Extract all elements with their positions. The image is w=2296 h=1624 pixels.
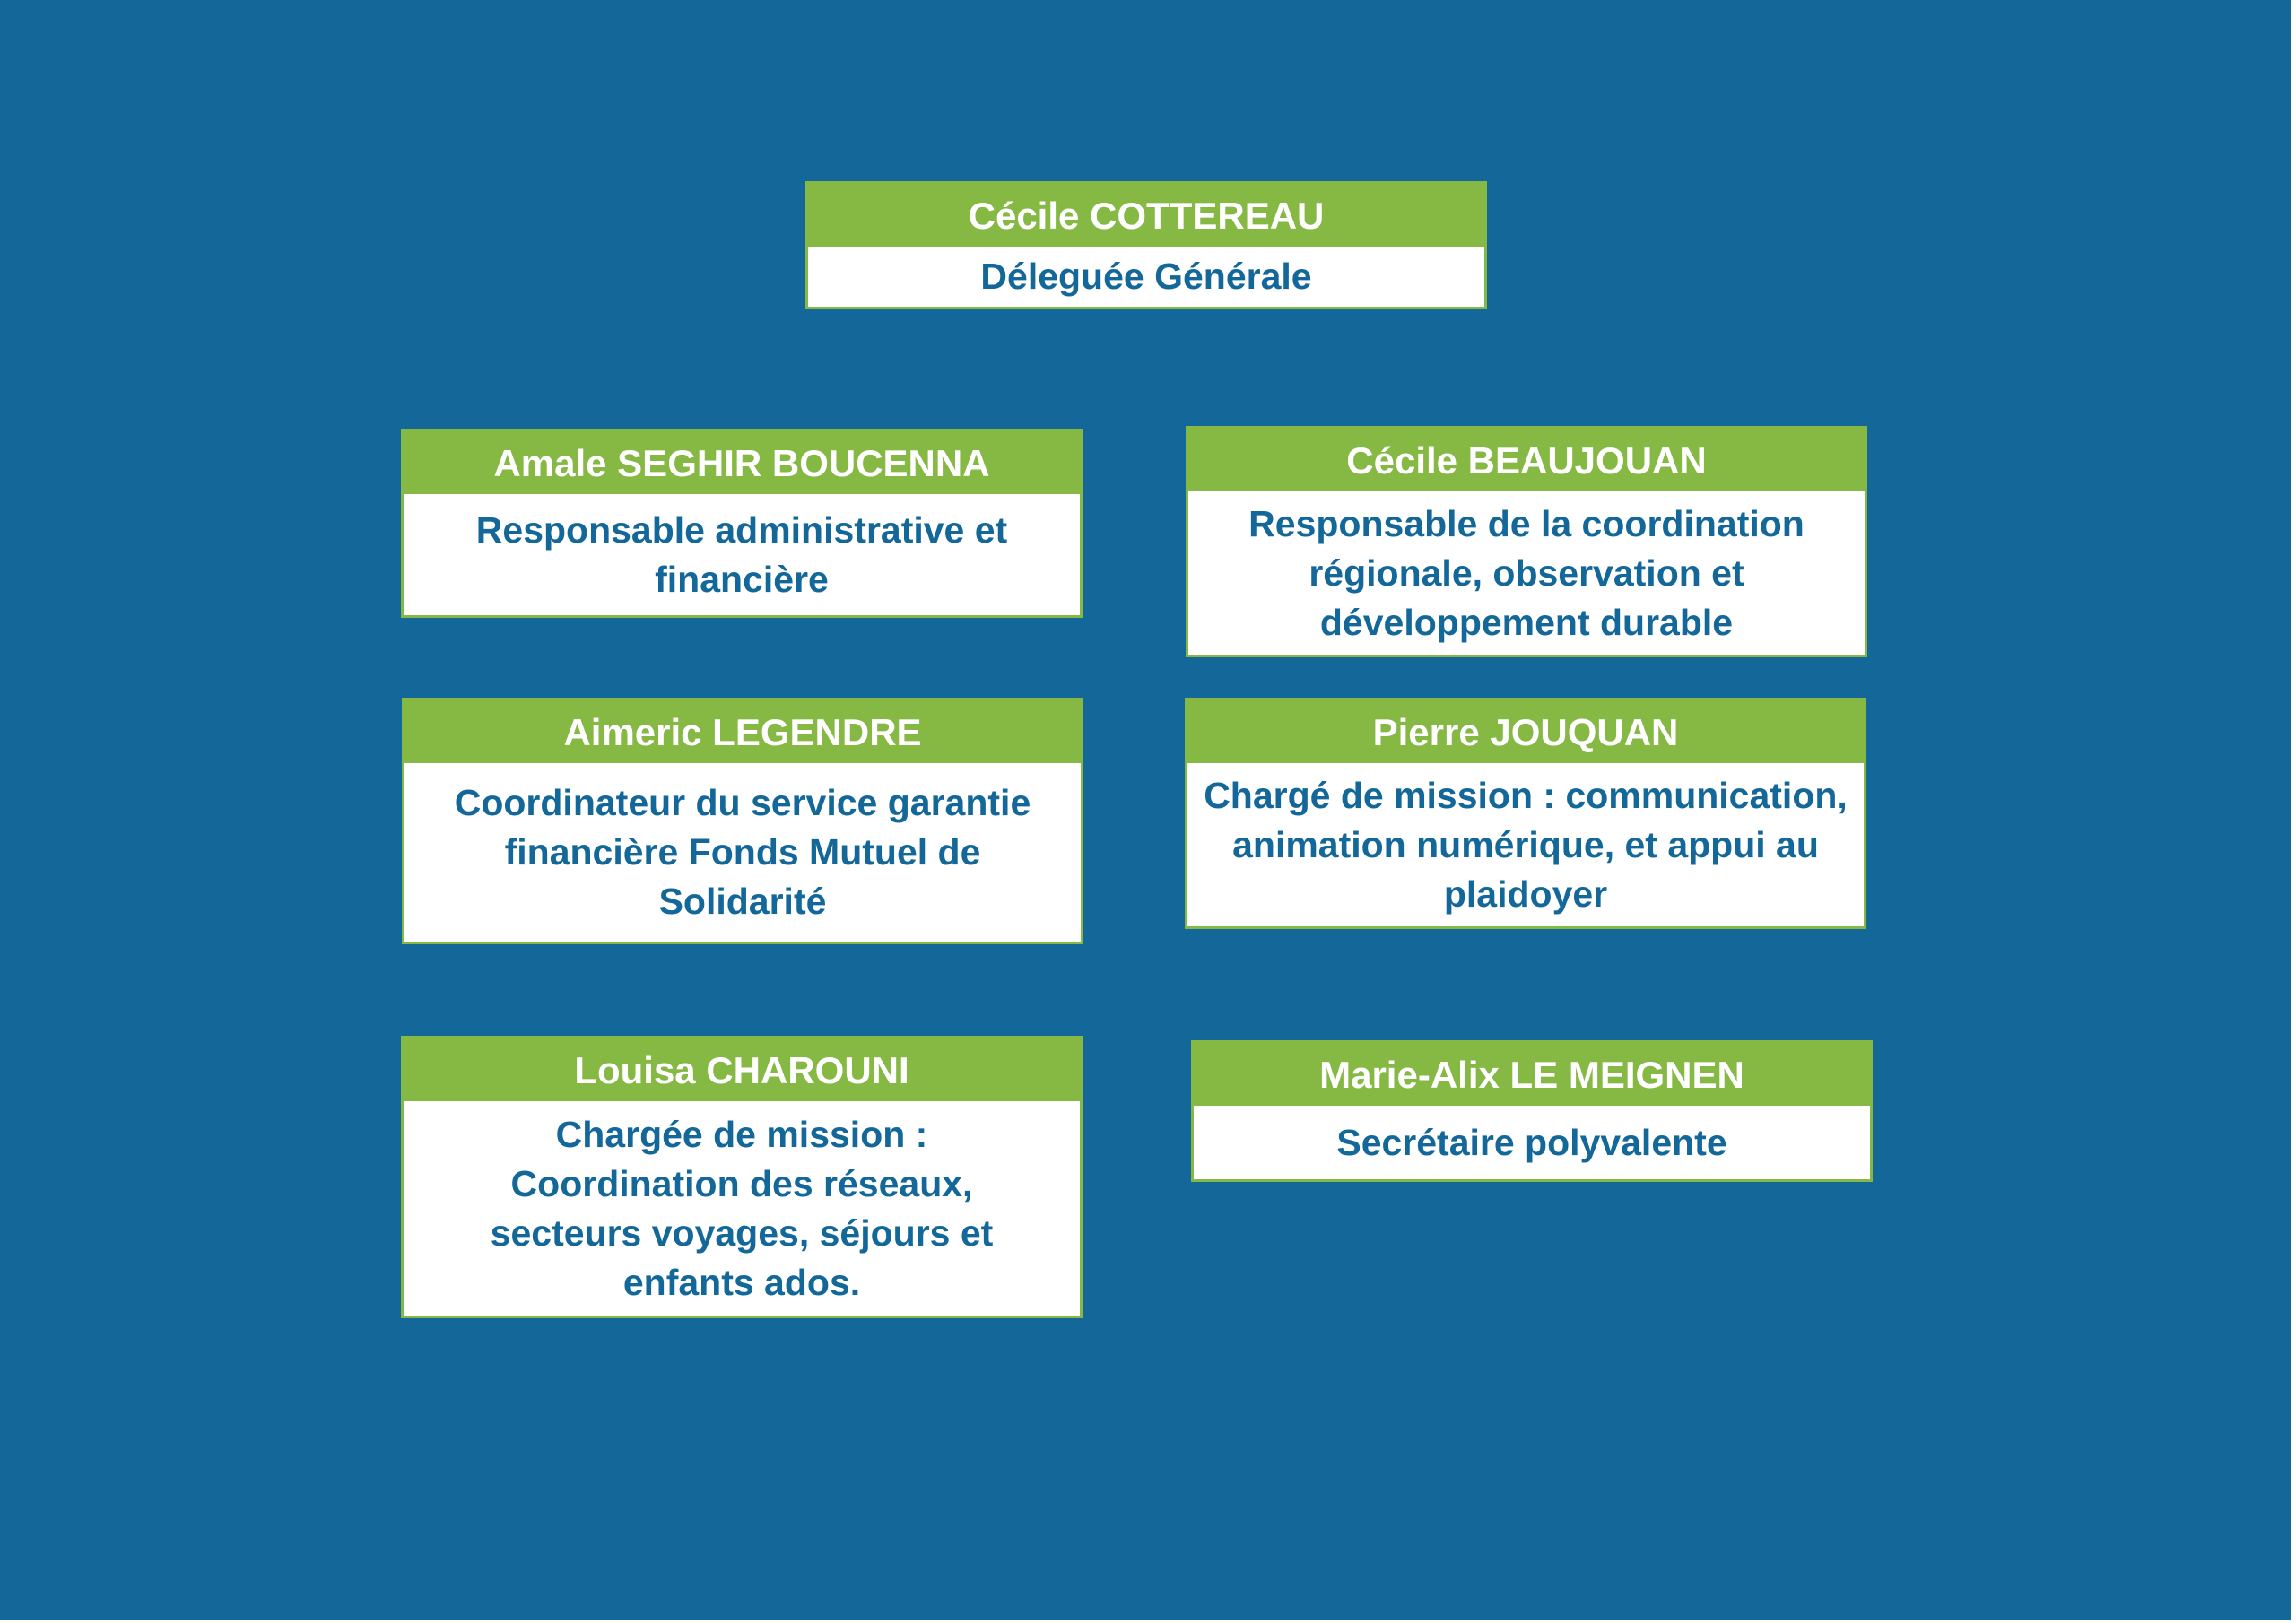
org-card-role: Responsable administrative et financière xyxy=(475,508,1008,600)
org-card-regional-coordination xyxy=(1186,426,1867,657)
org-card-role: Coordinateur du service garantie financière Fonds Mutuel de Solidarité xyxy=(454,782,1031,922)
org-card-name: Cécile BEAUJOUAN xyxy=(1188,429,1865,491)
org-card-role: Chargée de mission : Coordination des réseaux, secteurs voyages, séjours et enfants ados. xyxy=(490,1113,994,1303)
org-card-financial-guarantee xyxy=(402,698,1083,944)
org-card-name: Marie-Alix LE MEIGNEN xyxy=(1194,1043,1870,1106)
org-card-role-box xyxy=(1188,491,1865,655)
org-card-network-coordination xyxy=(401,1036,1083,1318)
org-card-role-box xyxy=(1194,1106,1870,1179)
org-card-role-box xyxy=(404,494,1080,615)
org-card-administration xyxy=(401,429,1083,618)
org-card-role-box xyxy=(404,1101,1080,1316)
org-card-name: Aimeric LEGENDRE xyxy=(404,700,1081,763)
org-card-role: Déleguée Générale xyxy=(980,256,1312,297)
org-card-name: Pierre JOUQUAN xyxy=(1187,700,1864,763)
org-card-role: Secrétaire polyvalente xyxy=(1336,1121,1727,1163)
org-card-secretary xyxy=(1191,1040,1873,1182)
org-card-name: Cécile COTTEREAU xyxy=(808,184,1484,247)
org-card-role: Responsable de la coordination régionale, observation et développement durable xyxy=(1248,502,1805,643)
org-card-role: Chargé de mission : communication, animation numérique, et appui au plaidoyer xyxy=(1204,774,1848,915)
org-card-role-box xyxy=(404,763,1081,942)
org-card-communication xyxy=(1185,698,1866,929)
org-card-director xyxy=(805,181,1487,309)
org-card-name: Louisa CHAROUNI xyxy=(404,1038,1080,1101)
org-card-role-box xyxy=(808,247,1484,307)
org-card-name: Amale SEGHIR BOUCENNA xyxy=(404,431,1080,494)
org-card-role-box xyxy=(1187,763,1864,926)
